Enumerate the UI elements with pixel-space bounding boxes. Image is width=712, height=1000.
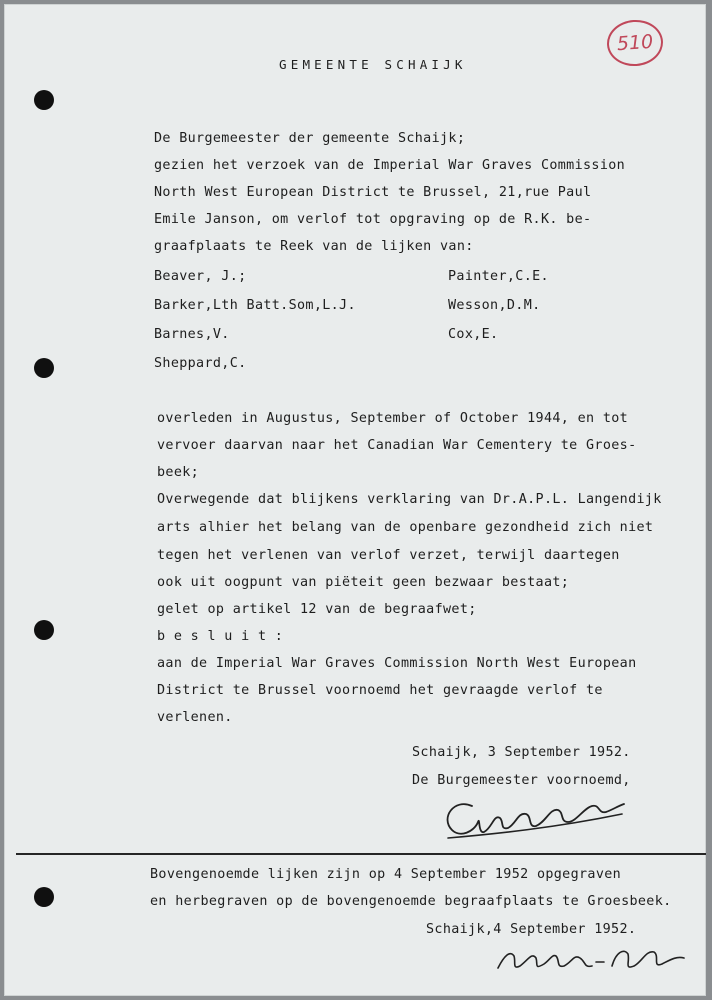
punch-hole [34, 620, 54, 640]
body-line: arts alhier het belang van de openbare gezondheid zich niet [157, 520, 654, 535]
punch-hole [34, 358, 54, 378]
mayor-signature [434, 788, 634, 848]
name-entry: Barnes,V. [154, 327, 230, 342]
body-line: District te Brussel voornoemd het gevraagde verlof te [157, 683, 603, 698]
name-entry: Barker,Lth Batt.Som,L.J. [154, 298, 356, 313]
document-page [4, 4, 706, 996]
section-divider [16, 853, 706, 855]
punch-hole [34, 887, 54, 907]
body-line: ook uit oogpunt van piëteit geen bezwaar bestaat; [157, 575, 570, 590]
name-entry: Cox,E. [448, 327, 499, 342]
body-line: Emile Janson, om verlof tot opgraving op de R.K. be- [154, 212, 592, 227]
name-entry: Painter,C.E. [448, 269, 549, 284]
document-title: GEMEENTE SCHAIJK [279, 57, 467, 72]
footer-line: en herbegraven op de bovengenoemde begraafplaats te Groesbeek. [150, 894, 672, 909]
punch-hole [34, 90, 54, 110]
body-line: overleden in Augustus, September of October 1944, en tot [157, 411, 629, 426]
name-entry: Wesson,D.M. [448, 298, 541, 313]
body-line: vervoer daarvan naar het Canadian War Cementery te Groes- [157, 438, 637, 453]
body-line: aan de Imperial War Graves Commission North West European [157, 656, 637, 671]
body-line: North West European District te Brussel, 21,rue Paul [154, 185, 592, 200]
body-line: verlenen. [157, 710, 233, 725]
footer-line: Bovengenoemde lijken zijn op 4 September 1952 opgegraven [150, 867, 622, 882]
signatory-title: De Burgemeester voornoemd, [412, 773, 631, 788]
body-line: gezien het verzoek van de Imperial War Graves Commission [154, 158, 626, 173]
archive-number-stamp: 510 [605, 18, 664, 68]
decision-heading: b e s l u i t : [157, 629, 284, 644]
place-date: Schaijk, 3 September 1952. [412, 745, 631, 760]
body-line: De Burgemeester der gemeente Schaijk; [154, 131, 466, 146]
body-line: tegen het verlenen van verlof verzet, terwijl daartegen [157, 548, 620, 563]
footer-place-date: Schaijk,4 September 1952. [426, 922, 637, 937]
body-line: beek; [157, 465, 200, 480]
body-line: gelet op artikel 12 van de begraafwet; [157, 602, 477, 617]
body-line: Overwegende dat blijkens verklaring van Dr.A.P.L. Langendijk [157, 492, 662, 507]
name-entry: Beaver, J.; [154, 269, 247, 284]
body-line: graafplaats te Reek van de lijken van: [154, 239, 474, 254]
name-entry: Sheppard,C. [154, 356, 247, 371]
official-signature [492, 936, 692, 980]
